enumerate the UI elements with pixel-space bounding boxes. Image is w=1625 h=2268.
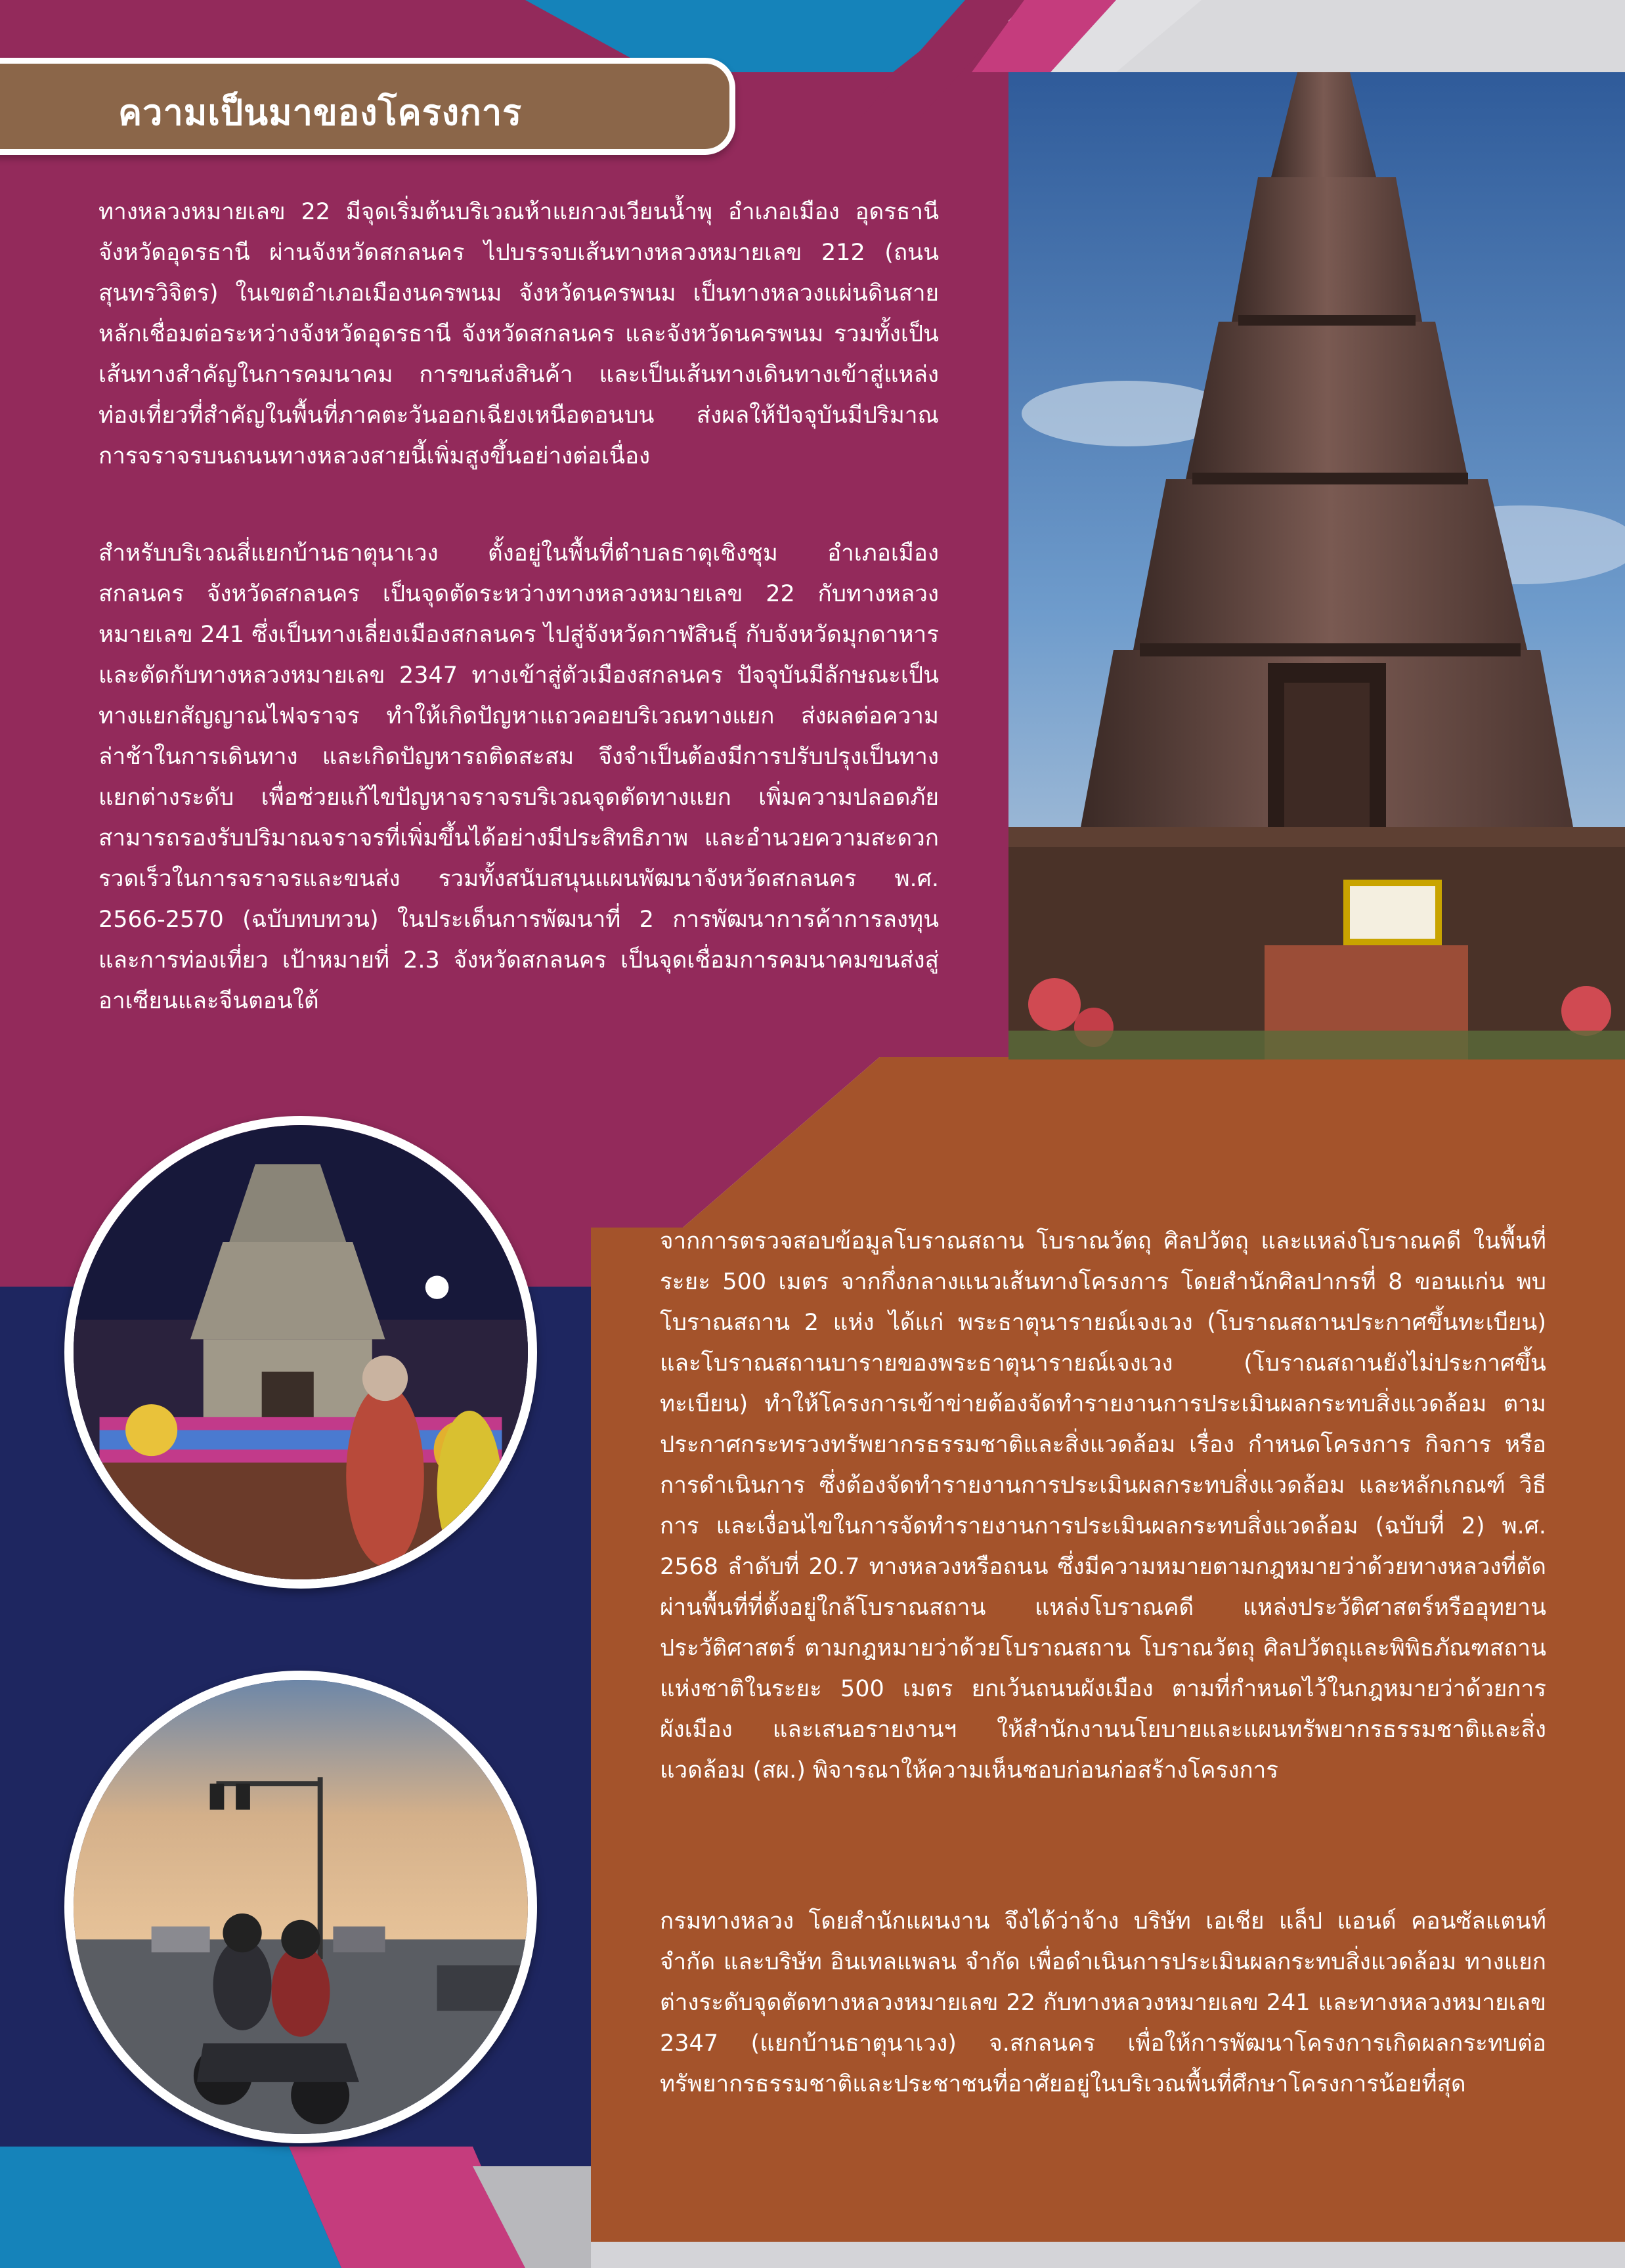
section-heading: ความเป็นมาของโครงการ [118,92,523,133]
ceremony-photo [64,1116,537,1589]
paragraph-consultants: กรมทางหลวง โดยสำนักแผนงาน จึงได้ว่าจ้าง บริษัท เอเชีย แล็ป แอนด์ คอนซัลแตนท์ จำกัด และบริษัท อินเทลแพลน จำกัด เพื่อดำเนินการประเมินผลกระทบสิ่งแวดล้อม ทางแยกต่างระดับจุดตัดทางหลวงหมายเลข 22 กับทางหลวงหมายเลข 241 และทางหลวงหมายเลข 2347 (แยกบ้านธาตุนาเวง) จ.สกลนคร เพื่อให้การพัฒนาโครงการเกิดผลกระทบต่อทรัพยากรธรรมชาติและประชาชนที่อาศัยอยู่ในบริเวณพื้นที่ศึกษาโครงการน้อยที่สุด [660,1908,1546,2097]
paragraph-archaeology: จากการตรวจสอบข้อมูลโบราณสถาน โบราณวัตถุ ศิลปวัตถุ และแหล่งโบราณคดี ในพื้นที่ระยะ 500 เมตร จากกึ่งกลางแนวเส้นทางโครงการ โดยสำนักศิลปากรที่ 8 ขอนแก่น พบโบราณสถาน 2 แห่ง ได้แก่ พระธาตุนารายณ์เจงเวง (โบราณสถานประกาศขึ้นทะเบียน) และโบราณสถานบารายของพระธาตุนารายณ์เจงเวง (โบราณสถานยังไม่ประกาศขึ้นทะเบียน) ทำให้โครงการเข้าข่ายต้องจัดทำรายงานการประเมินผลกระทบสิ่งแวดล้อม ตามประกาศกระทรวงทรัพยากรธรรมชาติและสิ่งแวดล้อม เรื่อง กำหนดโครงการ กิจการ หรือการดำเนินการ ซึ่งต้องจัดทำรายงานการประเมินผลกระทบสิ่งแวดล้อม และหลักเกณฑ์ วิธีการ และเงื่อนไขในการจัดทำรายงานการประเมินผลกระทบสิ่งแวดล้อม (ฉบับที่ 2) พ.ศ. 2568 ลำดับที่ 20.7 ทางหลวงหรือถนน ซึ่งมีความหมายตามกฎหมายว่าด้วยทางหลวงที่ตัดผ่านพื้นที่ที่ตั้งอยู่ใกล้โบราณสถาน แหล่งโบราณคดี แหล่งประวัติศาสตร์หรืออุทยานประวัติศาสตร์ ตามกฎหมายว่าด้วยโบราณสถาน โบราณวัตถุ ศิลปวัตถุและพิพิธภัณฑสถานแห่งชาติในระยะ 500 เมตร ยกเว้นถนนผังเมือง ตามที่กำหนดไว้ในกฎหมายว่าด้วยการผังเมือง และเสนอรายงานฯ ให้สำนักงานนโยบายและแผนทรัพยากรธรรมชาติและสิ่งแวดล้อม (สผ.) พิจารณาให้ความเห็นชอบก่อนก่อสร้างโครงการ [660,1228,1546,1784]
paragraph-intersection: สำหรับบริเวณสี่แยกบ้านธาตุนาเวง ตั้งอยู่ในพื้นที่ตำบลธาตุเชิงชุม อำเภอเมืองสกลนคร จังหวัดสกลนคร เป็นจุดตัดระหว่างทางหลวงหมายเลข 22 กับทางหลวงหมายเลข 241 ซึ่งเป็นทางเลี่ยงเมืองสกลนคร ไปสู่จังหวัดกาฬสินธุ์ กับจังหวัดมุกดาหาร และตัดกับทางหลวงหมายเลข 2347 ทางเข้าสู่ตัวเมืองสกลนคร ปัจจุบันมีลักษณะเป็นทางแยกสัญญาณไฟจราจร ทำให้เกิดปัญหาแถวคอยบริเวณทางแยก ส่งผลต่อความล่าช้าในการเดินทาง และเกิดปัญหารถติดสะสม จึงจำเป็นต้องมีการปรับปรุงเป็นทางแยกต่างระดับ เพื่อช่วยแก้ไขปัญหาจราจรบริเวณจุดตัดทางแยก เพิ่มความปลอดภัย สามารถรองรับปริมาณจราจรที่เพิ่มขึ้นได้อย่างมีประสิทธิภาพ และอำนวยความสะดวกรวดเร็วในการจราจรและขนส่ง รวมทั้งสนับสนุนแผนพัฒนาจังหวัดสกลนคร พ.ศ. 2566-2570 (ฉบับทบทวน) ในประเด็นการพัฒนาที่ 2 การพัฒนาการค้าการลงทุน และการท่องเที่ยว เป้าหมายที่ 2.3 จังหวัดสกลนคร เป็นจุดเชื่อมการคมนาคมขนส่งสู่อาเซียนและจีนตอนใต้ [98,540,939,1014]
paragraph-background-route: ทางหลวงหมายเลข 22 มีจุดเริ่มต้นบริเวณห้าแยกวงเวียนน้ำพุ อำเภอเมือง อุดรธานี จังหวัดอุดรธานี ผ่านจังหวัดสกลนคร ไปบรรจบเส้นทางหลวงหมายเลข 212 (ถนนสุนทรวิจิตร) ในเขตอำเภอเมืองนครพนม จังหวัดนครพนม เป็นทางหลวงแผ่นดินสายหลักเชื่อมต่อระหว่างจังหวัดอุดรธานี จังหวัดสกลนคร และจังหวัดนครพนม รวมทั้งเป็นเส้นทางสำคัญในการคมนาคม การขนส่งสินค้า และเป็นเส้นทางเดินทางเข้าสู่แหล่งท่องเที่ยวที่สำคัญในพื้นที่ภาคตะวันออกเฉียงเหนือตอนบน ส่งผลให้ปัจจุบันมีปริมาณการจราจรบนถนนทางหลวงสายนี้เพิ่มสูงขึ้นอย่างต่อเนื่อง [98,199,939,469]
temple-photo [1008,72,1625,1059]
intersection-photo [64,1671,537,2143]
